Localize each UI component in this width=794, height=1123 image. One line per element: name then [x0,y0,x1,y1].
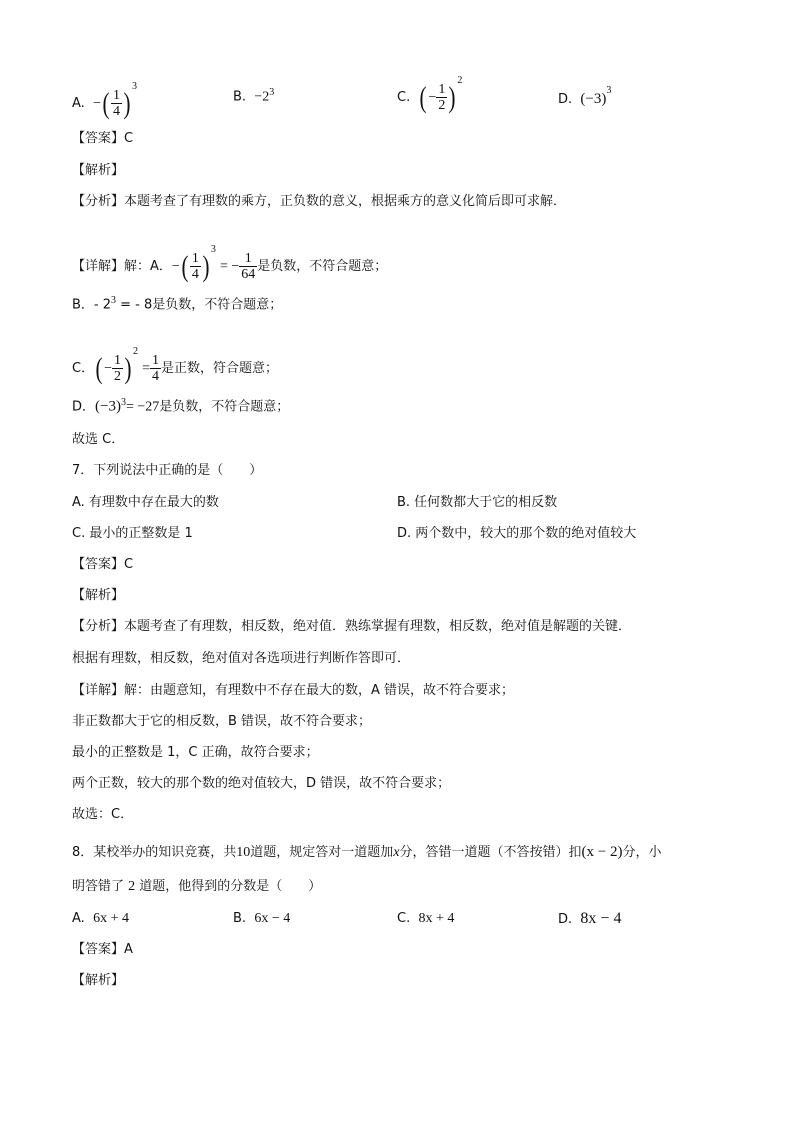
math-expr: 6x + 4 [93,911,129,926]
option-label: C. [397,911,411,926]
exponent: 3 [210,244,216,255]
q6-answer [72,130,133,148]
q8-option-d [558,910,621,929]
q6-detail-d [72,394,289,416]
q7-option-d: D. 两个数中，较大的那个数的绝对值较大 [397,526,637,541]
q6-option-a: A. −( $\frac{1}{4}$ ) $^3$ [72,81,137,120]
q7-jiexi: 【解析】 [72,588,125,603]
q7-stem: 7．下列说法中正确的是（ ） [72,463,263,478]
q8-option-b [233,910,290,928]
fraction: $\frac{1}{64}$ [241,251,256,282]
answer-tag: 【答案】 [72,557,125,572]
option-label: D. [558,912,573,927]
q6-detail-b [72,292,282,314]
equals: = − [219,259,240,274]
fraction: $\frac{1}{4}$ [112,88,120,119]
math-expr: = −27 [125,399,160,415]
q7-option-c: C. 最小的正整数是 1 [72,526,193,541]
q7-option-a: A. 有理数中存在最大的数 [72,495,219,510]
q6-option-c: C. ( − $\frac{1}{2}$ ) $^2$ [397,75,463,114]
minus-sign: − [428,90,437,105]
q7-option-b: B. 任何数都大于它的相反数 [397,495,558,510]
answer-value: A [124,942,133,957]
q7-answer [72,556,133,574]
q6-detail-c: C．( − $\frac{1}{2}$ ) $^2$ = $\frac{1}{4}$ 是正数，符合题意； [72,346,279,385]
minus-sign: − [93,96,101,111]
detail-suffix: 是负数，不符合题意； [257,259,388,274]
fraction: $\frac{1}{2}$ [113,353,121,384]
stem-text: 分，答错一道题（不答按错）扣 [399,845,582,860]
q8-option-a [72,910,129,928]
answer-value: C [124,557,134,572]
q8-answer [72,941,133,959]
q8-stem-line-1 [72,843,662,862]
fraction: $\frac{1}{2}$ [438,82,446,113]
detail-prefix: D． [72,399,96,415]
fraction: $\frac{1}{4}$ [152,353,160,384]
q8-stem-line-2 [72,878,321,896]
exponent: 3 [269,87,275,98]
q7-detail-3: 最小的正整数是 1，C 正确，故符合要求； [72,745,319,760]
math-expr: 6x − 4 [254,911,291,926]
detail-suffix: 是正数，符合题意； [161,361,279,376]
fraction: $\frac{1}{4}$ [191,251,199,282]
number: 10 [236,845,251,860]
math-expr: (x − 2) [581,844,623,860]
q6-jiexi: 【解析】 [72,163,125,178]
q7-fenxi-2: 根据有理数，相反数，绝对值对各选项进行判断作答即可． [72,651,411,666]
detail-prefix: C． [72,361,95,376]
stem-text: 道题，规定答对一道题加 [250,845,394,860]
number: 2 [128,879,136,894]
q7-detail-1: 【详解】解：由题意知，有理数中不存在最大的数，A 错误，故不符合要求； [72,683,515,698]
q6-conclusion: 故选 C． [72,432,125,447]
option-label: B. [233,911,247,926]
math-expr: 8x − 4 [580,910,622,927]
equals: = [142,361,151,376]
detail-text: B．- 2 [72,297,112,313]
stem-text: 道题，他得到的分数是（ ） [139,879,322,894]
exponent: 3 [111,295,117,306]
detail-text: = - 8是负数，不符合题意； [116,297,283,313]
option-label: C. [397,90,411,105]
option-label: D. [558,92,573,107]
stem-text: 分，小 [622,845,662,860]
math-expr: (−3) [95,398,121,415]
q6-option-d [558,82,611,109]
q6-detail-a: 【详解】解：A．−( $\frac{1}{4}$ ) $^3$ = − $\frac{1}{64}$ 是负数，不符合题意； [72,244,388,283]
q7-conclusion: 故选：C． [72,807,134,822]
answer-value: C [124,131,134,146]
math-expr: −2 [254,89,270,105]
exponent: 3 [120,397,126,408]
q7-detail-4: 两个正数，较大的那个数的绝对值较大，D 错误，故不符合要求； [72,776,451,791]
exponent: 2 [132,346,138,357]
minus-sign: − [104,361,112,376]
minus-sign: − [171,259,180,274]
q6-fenxi: 【分析】本题考查了有理数的乘方，正负数的意义，根据乘方的意义化简后即可求解． [72,194,567,209]
q6-option-b [233,84,274,106]
variable: x [393,845,400,860]
exponent: 3 [131,81,137,92]
answer-tag: 【答案】 [72,131,125,146]
detail-prefix: 【详解】解：A． [72,259,172,274]
q7-fenxi: 【分析】本题考查了有理数，相反数，绝对值．熟练掌握有理数，相反数，绝对值是解题的关键． [72,619,632,634]
option-label: A. [72,96,85,111]
option-label: B. [233,89,247,105]
detail-suffix: 是负数，不符合题意； [159,399,290,415]
math-expr: 8x + 4 [418,911,455,926]
q7-detail-2: 非正数都大于它的相反数，B 错误，故不符合要求； [72,714,372,729]
q8-option-c [397,910,454,928]
answer-tag: 【答案】 [72,942,125,957]
stem-text: 明答错了 [72,879,125,894]
exponent: 3 [606,85,612,96]
math-expr: (−3) [580,91,607,107]
exponent: 2 [457,75,463,86]
option-label: A. [72,911,85,926]
q8-jiexi: 【解析】 [72,973,125,988]
stem-text: 8．某校举办的知识竞赛，共 [72,845,237,860]
